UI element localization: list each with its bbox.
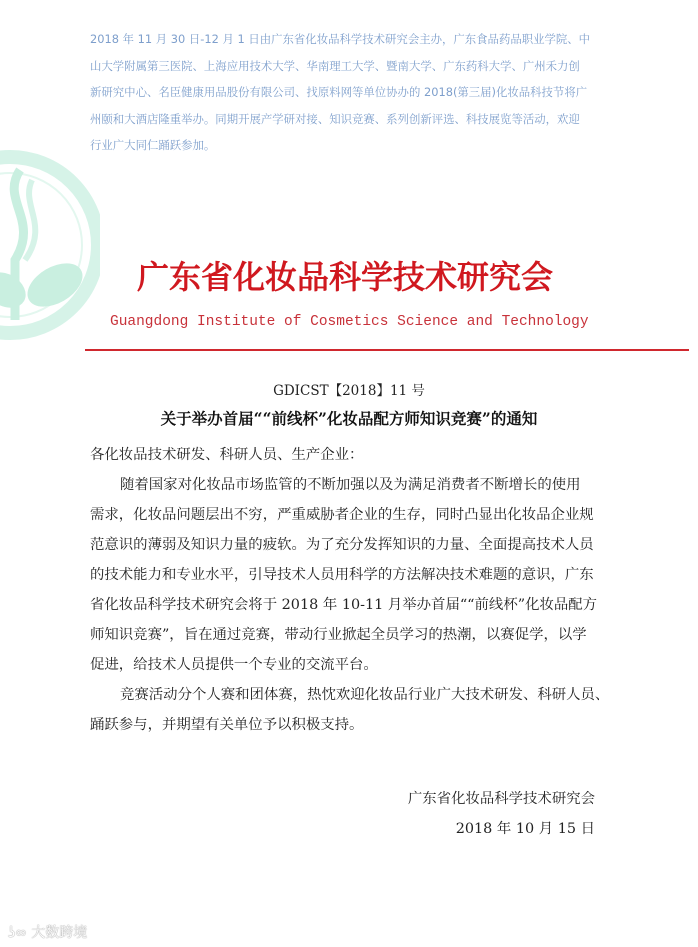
body-line: 促进，给技术人员提供一个专业的交流平台。	[90, 657, 378, 673]
org-name-en: Guangdong Institute of Cosmetics Science and Technology	[110, 314, 589, 330]
org-name-cn: 广东省化妆品科学技术研究会	[137, 258, 554, 296]
notice-body	[90, 440, 620, 740]
salutation: 各化妆品技术研发、科研人员、生产企业：	[90, 447, 364, 463]
event-intro	[90, 26, 615, 159]
notice-title: 关于举办首届““前线杯”化妆品配方师知识竞赛”的通知	[160, 409, 538, 428]
header-divider	[85, 349, 689, 351]
document-number: GDICST【2018】11 号	[273, 383, 425, 399]
body-line: 师知识竞赛”，旨在通过竞赛，带动行业掀起全员学习的热潮，以赛促学，以学	[90, 627, 587, 643]
intro-line: 新研究中心、名臣健康用品股份有限公司、找原料网等单位协办的 2018(第三届)化妆品科技节将广	[90, 85, 588, 99]
body-line: 踊跃参与，并期望有关单位予以积极支持。	[90, 717, 364, 733]
signature-org: 广东省化妆品科学技术研究会	[407, 791, 595, 807]
watermark-logo-icon: ʖ∞	[8, 925, 32, 941]
body-line: 需求，化妆品问题层出不穷，严重威胁者企业的生存，同时凸显出化妆品企业规	[90, 507, 594, 523]
intro-line: 州颐和大酒店隆重举办。同期开展产学研对接、知识竞赛、系列创新评选、科技展览等活动，欢迎	[90, 111, 580, 126]
watermark-text: 大数跨境	[31, 925, 88, 941]
seal-logo-icon	[0, 150, 100, 340]
body-line: 的技术能力和专业水平，引导技术人员用科学的方法解决技术难题的意识，广东	[90, 567, 594, 583]
body-line: 竞赛活动分个人赛和团体赛，热忱欢迎化妆品行业广大技术研发、科研人员、	[120, 687, 610, 703]
signature-date: 2018 年 10 月 15 日	[455, 821, 595, 837]
body-line: 省化妆品科学技术研究会将于 2018 年 10-11 月举办首届““前线杯”化妆品配方	[90, 597, 598, 613]
intro-line: 2018 年 11 月 30 日-12 月 1 日由广东省化妆品科学技术研究会主办，广东食品药品职业学院、中	[90, 32, 591, 46]
body-line: 随着国家对化妆品市场监管的不断加强以及为满足消费者不断增长的使用	[120, 477, 581, 493]
intro-line: 行业广大同仁踊跃参加。	[90, 138, 216, 152]
watermark	[8, 922, 87, 942]
body-line: 范意识的薄弱及知识力量的疲软。为了充分发挥知识的力量、全面提高技术人员	[90, 537, 594, 553]
intro-line: 山大学附属第三医院、上海应用技术大学、华南理工大学、暨南大学、广东药科大学、广州禾力创	[90, 58, 580, 73]
